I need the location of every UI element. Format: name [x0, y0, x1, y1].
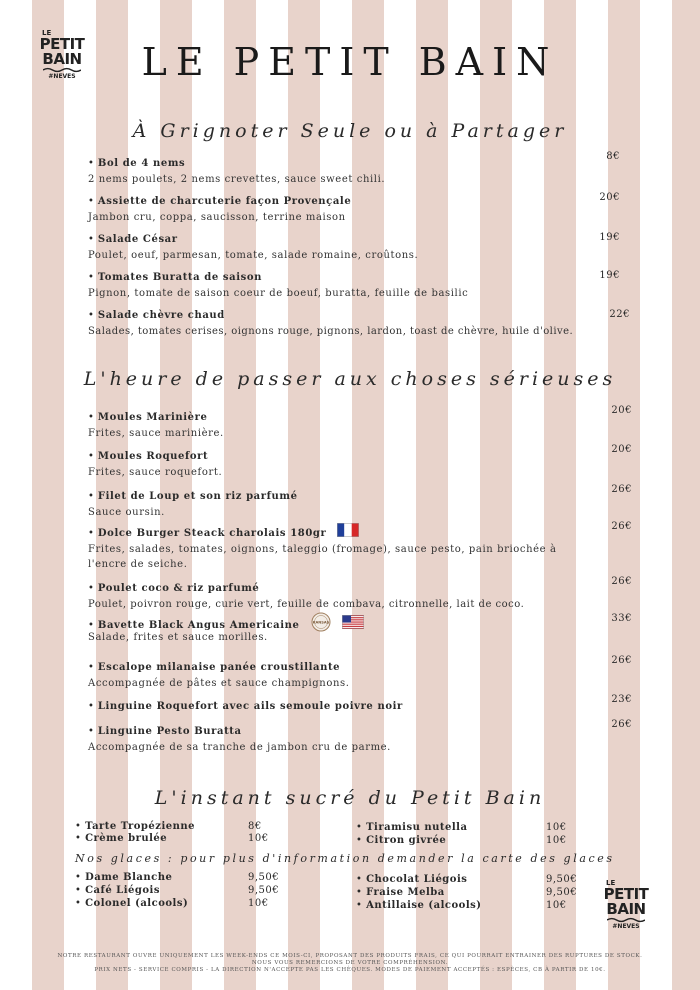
dessert-name: Crème brulée: [85, 833, 168, 844]
item-price: 26€: [611, 655, 632, 666]
kansas-badge-icon: [311, 612, 331, 632]
menu-item: [88, 521, 632, 572]
item-desc: Jambon cru, coppa, saucisson, terrine maison: [88, 212, 346, 223]
badge-label: KANSAS: [312, 620, 329, 624]
item-name: Bavette Black Angus Americaine: [97, 620, 300, 631]
item-desc: Accompagnée de sa tranche de jambon cru de parme.: [88, 742, 391, 753]
dessert-price: 10€: [546, 822, 567, 833]
item-name: Bol de 4 nems: [97, 158, 186, 169]
item-price: 19€: [599, 232, 620, 243]
bullet: •: [75, 898, 86, 909]
item-price: 26€: [611, 719, 632, 730]
glace-price: 9,50€: [546, 874, 578, 885]
item-name: Escalope milanaise panée croustillante: [97, 662, 341, 673]
item-price: 22€: [609, 309, 630, 320]
menu-item: [88, 189, 620, 225]
item-price: 19€: [599, 270, 620, 281]
item-name: Linguine Roquefort avec ails semoule poivre noir: [97, 701, 403, 712]
item-desc: Frites, salades, tomates, oignons, taleggio (fromage), sauce pesto, pain briochée à l'encre de seiche.: [88, 544, 557, 570]
item-desc: Frites, sauce roquefort.: [88, 467, 223, 478]
logo-line1: LE: [606, 879, 616, 887]
bullet: •: [75, 872, 86, 883]
dessert-name: Citron givrée: [366, 835, 447, 846]
item-price: 20€: [599, 192, 620, 203]
item-desc: 2 nems poulets, 2 nems crevettes, sauce sweet chili.: [88, 174, 386, 185]
logo-line2: PETIT: [39, 35, 85, 53]
bullet: •: [75, 885, 86, 896]
item-desc: Poulet, poivron rouge, curie vert, feuille de combava, citronnelle, lait de coco.: [88, 599, 525, 610]
bullet: •: [88, 662, 94, 673]
footer-line1: NOTRE RESTAURANT OUVRE UNIQUEMENT LES WEEK-ENDS CE MOIS-CI, PROPOSANT DES PRODUITS FRAIS, CE QUI POURRAIT ENTRAINER DES RUPTURES DE STOCK.: [57, 953, 643, 959]
menu-item: [88, 655, 632, 691]
item-name: Dolce Burger Steack charolais 180gr: [97, 528, 327, 539]
glace-price: 10€: [546, 900, 567, 911]
bullet: •: [356, 874, 367, 885]
item-desc: Salades, tomates cerises, oignons rouge, pignons, lardon, toast de chèvre, huile d'olive.: [88, 326, 574, 337]
footer-line3: PRIX NETS - SERVICE COMPRIS - LA DIRECTION N'ACCEPTE PAS LES CHÈQUES. MODES DE PAIEMENT ACCEPTÉS : ESPÈCES, CB À PARTIR DE 10€.: [94, 967, 606, 973]
glace-name: Colonel (alcools): [85, 898, 189, 909]
dessert-price: 10€: [546, 835, 567, 846]
bullet: •: [88, 234, 94, 245]
item-name: Salade chèvre chaud: [97, 310, 225, 321]
logo-bottom: [600, 876, 652, 934]
bullet: •: [356, 835, 367, 846]
glace-name: Antillaise (alcools): [366, 900, 482, 911]
menu-item: [88, 694, 632, 713]
menu-item: [88, 719, 632, 755]
glace-item: [75, 898, 285, 909]
item-desc: Sauce oursin.: [88, 507, 165, 518]
item-price: 20€: [611, 444, 632, 455]
item-price: 26€: [611, 484, 632, 495]
bullet: •: [88, 701, 94, 712]
item-name: Assiette de charcuterie façon Provençale: [97, 196, 352, 207]
logo-line4: #NEVES: [48, 73, 76, 80]
bullet: •: [88, 158, 94, 169]
logo-line3: BAIN: [606, 900, 646, 918]
bullet: •: [75, 833, 86, 844]
bullet: •: [75, 821, 86, 832]
france-flag-icon: [337, 523, 359, 537]
page-title: LE PETIT BAIN: [141, 40, 559, 84]
bullet: •: [88, 620, 94, 631]
glace-item: [356, 900, 586, 911]
glaces-note: Nos glaces : pour plus d'information demander la carte des glaces: [75, 852, 615, 865]
glace-item: [75, 885, 285, 896]
bullet: •: [88, 412, 94, 423]
logo-line2: PETIT: [603, 885, 649, 903]
item-name: Poulet coco & riz parfumé: [97, 583, 260, 594]
menu-item: [88, 613, 632, 645]
glace-price: 10€: [248, 898, 269, 909]
dessert-item: [75, 833, 275, 844]
item-name: Tomates Buratta de saison: [97, 272, 263, 283]
logo-line3: BAIN: [42, 50, 82, 68]
item-name: Moules Marinière: [97, 412, 208, 423]
item-price: 26€: [611, 521, 632, 532]
bullet: •: [88, 528, 94, 539]
glace-item: [75, 872, 285, 883]
bullet: •: [88, 310, 94, 321]
glace-name: Dame Blanche: [85, 872, 173, 883]
dessert-item: [356, 822, 576, 833]
glace-price: 9,50€: [248, 872, 280, 883]
dessert-price: 10€: [248, 833, 269, 844]
menu-item: [88, 265, 620, 301]
item-price: 26€: [611, 576, 632, 587]
item-price: 20€: [611, 405, 632, 416]
glace-price: 9,50€: [546, 887, 578, 898]
item-desc: Poulet, oeuf, parmesan, tomate, salade romaine, croûtons.: [88, 250, 419, 261]
menu-item: [88, 151, 620, 187]
dessert-name: Tarte Tropézienne: [85, 821, 196, 832]
bullet: •: [88, 451, 94, 462]
dessert-price: 8€: [248, 821, 262, 832]
bullet: •: [88, 583, 94, 594]
bullet: •: [356, 887, 367, 898]
menu-item: [88, 405, 632, 441]
glace-item: [356, 874, 586, 885]
section-title-mains: L'heure de passer aux choses sérieuses: [83, 368, 617, 390]
item-price: 33€: [611, 613, 632, 624]
item-name: Linguine Pesto Buratta: [97, 726, 242, 737]
item-price: 23€: [611, 694, 632, 705]
glace-price: 9,50€: [248, 885, 280, 896]
bullet: •: [88, 196, 94, 207]
dessert-item: [75, 821, 275, 832]
glace-name: Café Liégois: [85, 885, 160, 896]
section-title-starters: À Grignoter Seule ou à Partager: [132, 120, 568, 142]
glace-name: Fraise Melba: [366, 887, 445, 898]
bullet: •: [88, 726, 94, 737]
bullet: •: [88, 491, 94, 502]
section-title-desserts: L'instant sucré du Petit Bain: [154, 787, 546, 809]
menu-item: [88, 576, 632, 612]
item-name: Filet de Loup et son riz parfumé: [97, 491, 298, 502]
bullet: •: [356, 822, 367, 833]
item-desc: Frites, sauce marinière.: [88, 428, 224, 439]
glace-item: [356, 887, 586, 898]
logo-line1: LE: [42, 29, 52, 37]
menu-item: [88, 484, 632, 520]
menu-item: [88, 444, 632, 480]
bullet: •: [88, 272, 94, 283]
dessert-item: [356, 835, 576, 846]
bullet: •: [356, 900, 367, 911]
menu-item: [88, 303, 630, 339]
item-name: Salade César: [97, 234, 178, 245]
logo-line4: #NEVES: [612, 923, 640, 930]
footer-line2: NOUS VOUS REMERCIONS DE VOTRE COMPRÉHENSION.: [251, 960, 449, 966]
dessert-name: Tiramisu nutella: [366, 822, 468, 833]
usa-flag-icon: [342, 615, 364, 629]
item-desc: Salade, frites et sauce morilles.: [88, 632, 268, 643]
item-desc: Accompagnée de pâtes et sauce champignons.: [88, 678, 350, 689]
item-price: 8€: [606, 151, 620, 162]
glace-name: Chocolat Liégois: [366, 874, 468, 885]
item-name: Moules Roquefort: [97, 451, 209, 462]
menu-item: [88, 227, 620, 263]
item-desc: Pignon, tomate de saison coeur de boeuf, buratta, feuille de basilic: [88, 288, 469, 299]
